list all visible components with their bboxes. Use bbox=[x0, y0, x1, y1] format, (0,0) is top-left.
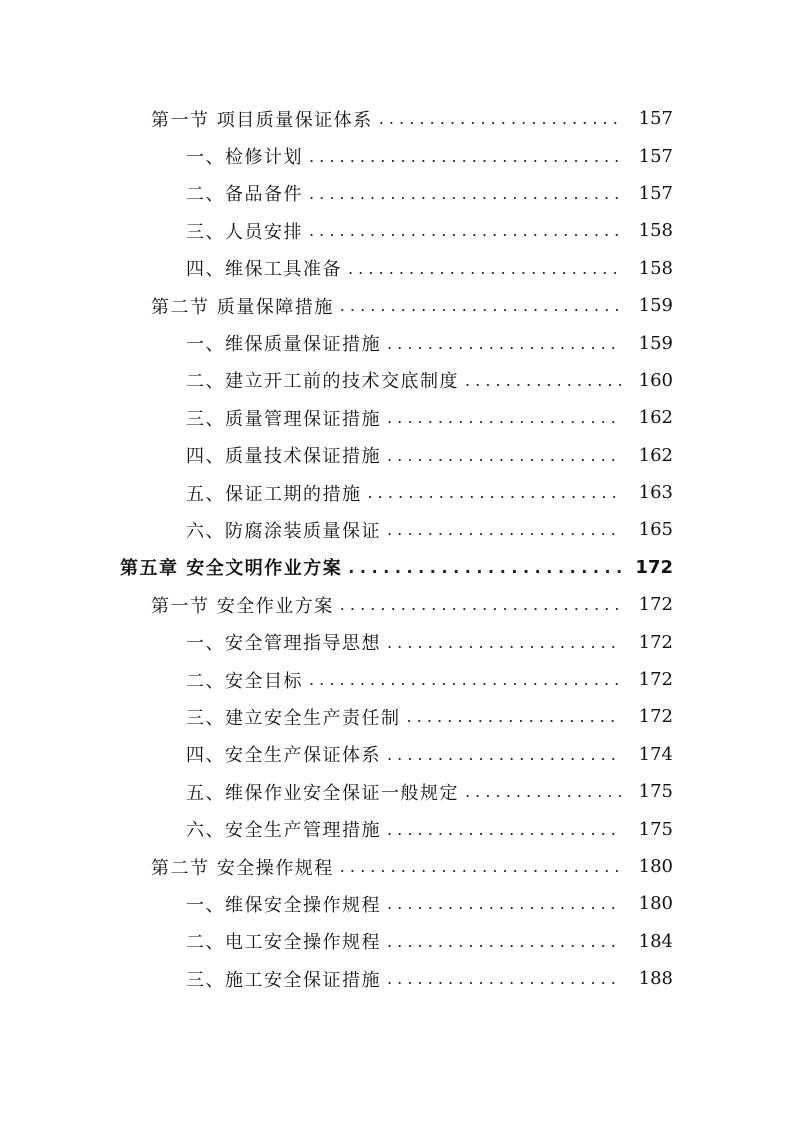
toc-entry-page-number: 180 bbox=[638, 856, 673, 877]
toc-item-entry[interactable] bbox=[0, 399, 793, 436]
toc-section-entry[interactable] bbox=[0, 848, 793, 885]
toc-entry-page-number: 172 bbox=[638, 706, 673, 728]
toc-item-entry[interactable] bbox=[0, 137, 793, 174]
toc-entry-title: 第二节 质量保障措施 bbox=[151, 293, 340, 319]
toc-dot-leader bbox=[348, 558, 621, 577]
toc-entry-title: 二、电工安全操作规程 bbox=[186, 928, 387, 954]
toc-entry-title: 第一节 项目质量保证体系 bbox=[151, 106, 379, 132]
toc-dot-leader bbox=[340, 857, 621, 876]
toc-entry-title: 四、质量技术保证措施 bbox=[186, 442, 387, 468]
toc-entry-title: 第一节 安全作业方案 bbox=[151, 592, 340, 618]
toc-entry-title: 三、质量管理保证措施 bbox=[186, 405, 387, 431]
toc-section-entry[interactable] bbox=[0, 100, 793, 137]
toc-entry-page-number: 160 bbox=[638, 369, 673, 391]
toc-entry-title: 六、防腐涂装质量保证 bbox=[186, 517, 387, 543]
toc-entry-title: 六、安全生产管理措施 bbox=[186, 816, 387, 842]
toc-entry-title: 一、安全管理指导思想 bbox=[186, 629, 387, 655]
toc-dot-leader bbox=[348, 259, 621, 278]
toc-entry-page-number: 157 bbox=[638, 145, 673, 167]
toc-entry-title: 三、人员安排 bbox=[186, 218, 309, 244]
toc-entry-page-number: 158 bbox=[638, 220, 673, 242]
toc-dot-leader bbox=[387, 894, 621, 913]
toc-dot-leader bbox=[465, 371, 621, 390]
toc-dot-leader bbox=[309, 670, 621, 689]
toc-section-entry[interactable] bbox=[0, 287, 793, 324]
toc-entry-page-number: 162 bbox=[638, 444, 673, 466]
toc-dot-leader bbox=[379, 109, 621, 128]
toc-dot-leader bbox=[387, 932, 621, 951]
toc-entry-page-number: 180 bbox=[638, 893, 673, 915]
toc-item-entry[interactable] bbox=[0, 773, 793, 810]
table-of-contents bbox=[0, 100, 793, 997]
toc-dot-leader bbox=[387, 633, 621, 652]
toc-item-entry[interactable] bbox=[0, 736, 793, 773]
toc-item-entry[interactable] bbox=[0, 698, 793, 735]
toc-item-entry[interactable] bbox=[0, 437, 793, 474]
toc-entry-title: 四、维保工具准备 bbox=[186, 255, 348, 281]
toc-dot-leader bbox=[387, 408, 621, 427]
toc-entry-title: 四、安全生产保证体系 bbox=[186, 741, 387, 767]
toc-entry-title: 一、维保安全操作规程 bbox=[186, 891, 387, 917]
toc-item-entry[interactable] bbox=[0, 923, 793, 960]
toc-item-entry[interactable] bbox=[0, 960, 793, 997]
toc-entry-title: 二、建立开工前的技术交底制度 bbox=[186, 367, 465, 393]
toc-entry-title: 第二节 安全操作规程 bbox=[151, 854, 340, 880]
toc-entry-page-number: 175 bbox=[638, 818, 673, 840]
toc-entry-page-number: 163 bbox=[638, 482, 673, 504]
toc-entry-page-number: 172 bbox=[635, 556, 673, 578]
toc-dot-leader bbox=[340, 595, 621, 614]
toc-dot-leader bbox=[309, 221, 621, 240]
toc-entry-page-number: 172 bbox=[638, 631, 673, 653]
toc-dot-leader bbox=[340, 296, 621, 315]
toc-dot-leader bbox=[407, 707, 622, 726]
toc-item-entry[interactable] bbox=[0, 810, 793, 847]
toc-entry-title: 三、建立安全生产责任制 bbox=[186, 704, 407, 730]
toc-entry-title: 三、施工安全保证措施 bbox=[186, 966, 387, 992]
toc-item-entry[interactable] bbox=[0, 885, 793, 922]
toc-dot-leader bbox=[387, 745, 621, 764]
toc-entry-title: 二、安全目标 bbox=[186, 667, 309, 693]
toc-item-entry[interactable] bbox=[0, 212, 793, 249]
toc-dot-leader bbox=[387, 334, 621, 353]
toc-dot-leader bbox=[387, 969, 621, 988]
toc-entry-title: 五、保证工期的措施 bbox=[186, 480, 368, 506]
toc-entry-title: 一、检修计划 bbox=[186, 143, 309, 169]
toc-entry-page-number: 172 bbox=[638, 669, 673, 691]
toc-entry-page-number: 172 bbox=[638, 594, 673, 616]
toc-item-entry[interactable] bbox=[0, 623, 793, 660]
toc-section-entry[interactable] bbox=[0, 586, 793, 623]
toc-dot-leader bbox=[368, 483, 622, 502]
toc-item-entry[interactable] bbox=[0, 511, 793, 548]
toc-item-entry[interactable] bbox=[0, 362, 793, 399]
toc-dot-leader bbox=[309, 184, 621, 203]
toc-entry-page-number: 162 bbox=[638, 407, 673, 429]
toc-item-entry[interactable] bbox=[0, 324, 793, 361]
toc-entry-page-number: 174 bbox=[638, 743, 673, 765]
toc-item-entry[interactable] bbox=[0, 175, 793, 212]
toc-entry-page-number: 188 bbox=[638, 968, 673, 990]
toc-entry-title: 五、维保作业安全保证一般规定 bbox=[186, 779, 465, 805]
toc-entry-page-number: 175 bbox=[638, 781, 673, 803]
toc-entry-page-number: 184 bbox=[638, 930, 673, 952]
toc-item-entry[interactable] bbox=[0, 661, 793, 698]
toc-entry-page-number: 157 bbox=[638, 182, 673, 204]
toc-item-entry[interactable] bbox=[0, 474, 793, 511]
toc-entry-page-number: 158 bbox=[638, 257, 673, 279]
toc-entry-title: 一、维保质量保证措施 bbox=[186, 330, 387, 356]
toc-dot-leader bbox=[309, 147, 621, 166]
toc-entry-page-number: 159 bbox=[638, 332, 673, 354]
toc-dot-leader bbox=[387, 520, 621, 539]
toc-item-entry[interactable] bbox=[0, 250, 793, 287]
toc-entry-page-number: 157 bbox=[638, 108, 673, 130]
toc-chapter-entry[interactable] bbox=[0, 549, 793, 586]
toc-entry-title: 二、备品备件 bbox=[186, 180, 309, 206]
toc-entry-page-number: 165 bbox=[638, 519, 673, 541]
toc-dot-leader bbox=[387, 820, 621, 839]
toc-entry-title: 第五章 安全文明作业方案 bbox=[120, 554, 348, 580]
toc-dot-leader bbox=[465, 782, 621, 801]
toc-dot-leader bbox=[387, 446, 621, 465]
toc-entry-page-number: 159 bbox=[638, 295, 673, 317]
